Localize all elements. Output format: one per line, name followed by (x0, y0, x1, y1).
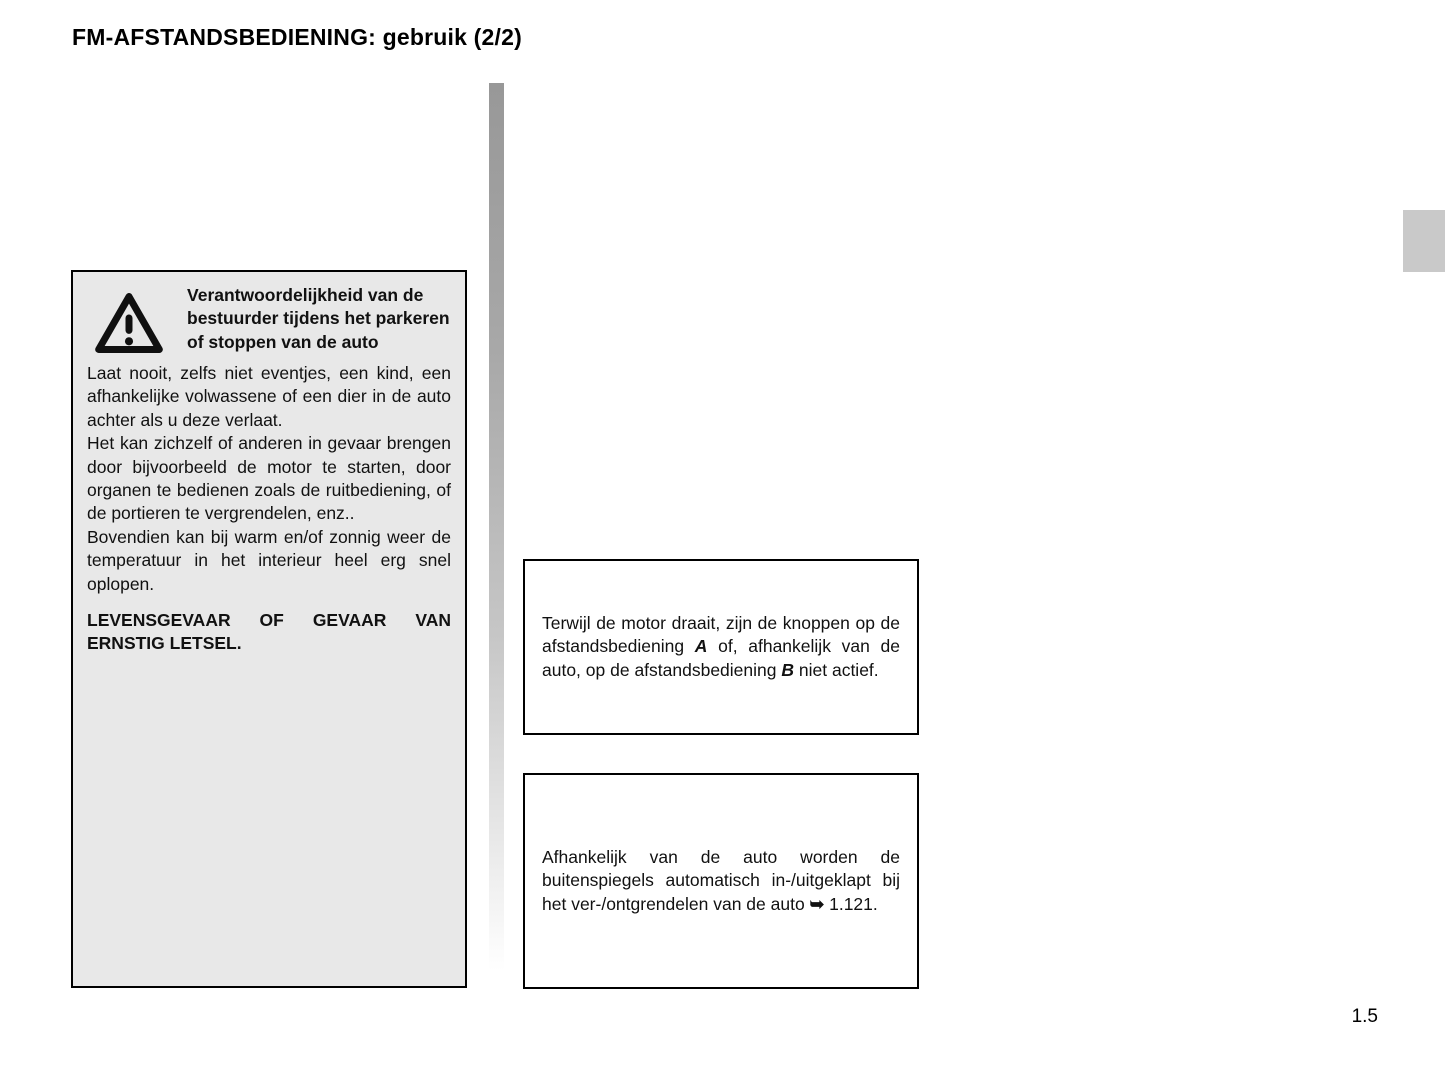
remote-label-a: A (694, 636, 708, 657)
info-box-mirrors (523, 773, 919, 989)
info-text-segment: Afhankelijk van de auto worden de buitenspiegels automatisch in-/uitgeklapt bij het ver-/ontgrendelen van de auto (542, 846, 900, 914)
section-tab-marker (1403, 210, 1445, 272)
warning-heading: Verantwoordelijkheid van de bestuurder tijdens het parkeren of stoppen van de auto (187, 285, 450, 352)
warning-paragraph-2: Het kan zichzelf of anderen in gevaar brengen door bijvoorbeeld de motor te starten, door organen te bedienen zoals de ruitbediening, of de portieren te vergrendelen, enz.. (87, 433, 451, 524)
info-text-segment: of, afhankelijk van de auto, op de afstandsbediening (542, 636, 901, 680)
cross-reference-arrow-icon: ➥ (809, 893, 825, 914)
warning-header (87, 284, 451, 360)
page-number: 1.5 (1351, 1006, 1378, 1027)
warning-triangle-icon (89, 288, 169, 358)
warning-danger-text: LEVENSGEVAAR OF GEVAAR VAN ERNSTIG LETSEL. (87, 610, 451, 654)
info-text-segment: niet actief. (794, 659, 879, 680)
page-title: FM-AFSTANDSBEDIENING: gebruik (2/2) (72, 24, 522, 50)
divider-gradient-bar (489, 83, 504, 971)
info-box-mirrors-text (542, 846, 900, 916)
cross-reference-page: 1.121. (824, 893, 878, 914)
remote-label-b: B (781, 659, 795, 680)
warning-box (71, 270, 467, 988)
warning-paragraph-3: Bovendien kan bij warm en/of zonnig weer de temperatuur in het interieur heel erg snel oplopen. (87, 526, 451, 594)
info-box-engine-running (523, 559, 919, 735)
info-box-engine-running-text (542, 612, 900, 682)
info-text-segment: Terwijl de motor draait, zijn de knoppen op de afstandsbediening (542, 612, 900, 657)
warning-paragraph-1: Laat nooit, zelfs niet eventjes, een kind, een afhankelijke volwassene of een dier in de auto achter als u deze verlaat. (87, 363, 451, 430)
